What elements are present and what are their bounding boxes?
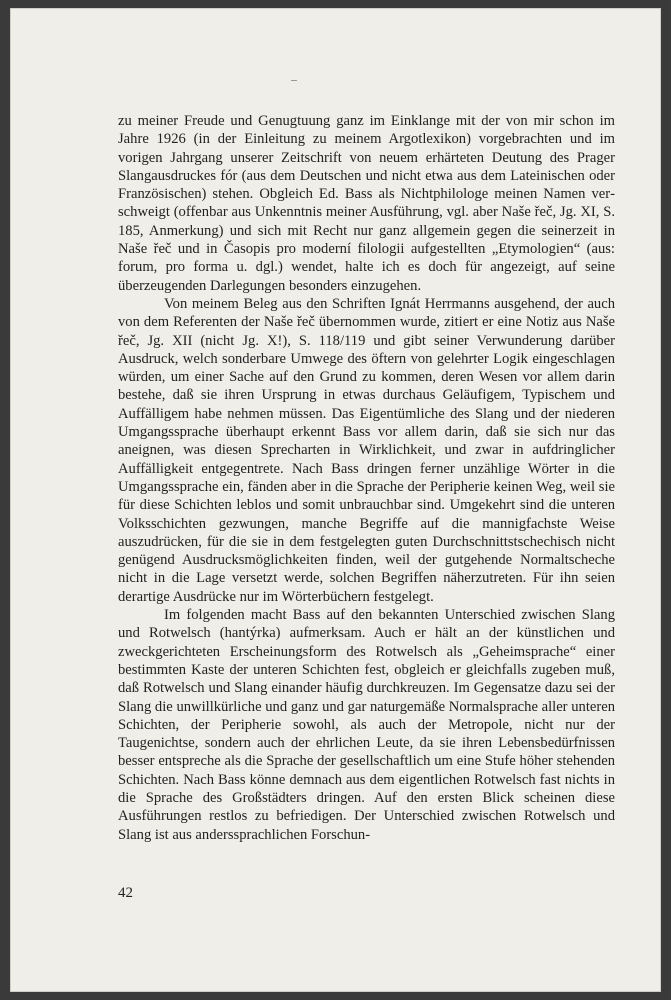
- body-text: [118, 112, 615, 844]
- book-page: [10, 8, 661, 992]
- paragraph-1: zu meiner Freude und Genugtuung ganz im Einklange mit der von mir schon im Jahre 1926 (in der Einleitung zu meinem Argotlexikon) vorgebrachten und im vorigen Jahrgang unserer Zeitschrift von neuem erhärteten Deutung des Prager Slangausdruckes fór (aus dem Deutschen und nicht etwa aus dem Lateinischen oder Französischen) stehen. Obgleich Ed. Bass als Nichtphilologe meinen Namen verschweigt (offenbar aus Unkenntnis meiner Ausführung, vgl. aber Naše řeč, Jg. XI, S. 185, Anmerkung) und sich mit Recht nur ganz allgemein gegen die seinerzeit in Naše řeč und in Časopis pro moderní filologii aufgestellten „Etymologien“ (aus: forum, pro forma u. dgl.) wendet, halte ich es doch für angezeigt, auf seine überzeugenden Darlegungen besonders einzugehen.: [118, 113, 615, 294]
- page-speck: [291, 80, 297, 81]
- paragraph-2: Von meinem Beleg aus den Schriften Ignát Herrmanns ausgehend, der auch von dem Referenten der Naše řeč übernommen wurde, zitiert er eine Notiz aus Naše řeč, Jg. XII (nicht Jg. X!), S. 118/119 und gibt seiner Verwunderung darüber Ausdruck, welch sonderbare Umwege des öftern von gelehrter Logik eingeschlagen würden, um einer Sache auf den Grund zu kommen, deren Wesen vor allem darin bestehe, daß sie ihren Ursprung in etwas durchaus Geläufigem, Typischem und Auffälligem habe nehmen müssen. Das Eigentümliche des Slang und der niederen Umgangssprache überhaupt erkennt Bass vor allem darin, daß sie sich nur das aneignen, was diesen Sprecharten in Wirklichkeit, und zwar in aufdringlicher Auffälligkeit entgegentrete. Nach Bass dringen ferner unzählige Wörter in die Umgangssprache ein, fänden aber in die Sprache der Peripherie keinen Weg, weil sie für diese Schichten leblos und somit unbrauchbar sind. Umgekehrt sind die unteren Volksschichten gezwungen, manche Begriffe auf die mannigfachste Weise auszudrücken, für die sie in dem festgelegten guten Durchschnittstschechisch nicht genügend Ausdrucksmöglichkeiten finden, weil der gutgehende Normaltscheche nicht in die Lage versetzt werde, solchen Begriffen näherzutreten. Für ihn seien derartige Ausdrücke nur im Wörterbüchern festgelegt.: [118, 295, 615, 605]
- paragraph-3: Im folgenden macht Bass auf den bekannten Unterschied zwischen Slang und Rotwelsch (hantýrka) aufmerksam. Auch er hält an der künstlichen und zweckgerichteten Erscheinungsform des Rotwelsch als „Geheimsprache“ einer bestimmten Kaste der unteren Schichten fest, obgleich er gleichfalls zugeben muß, daß Rotwelsch und Slang einander häufig durchkreuzen. Im Gegensatze dazu sei der Slang die unwillkürliche und ganz und gar naturgemäße Normalsprache aller unteren Schichten, der Peripherie sowohl, als auch der Metropole, nicht nur der Taugenichtse, sondern auch der ehrlichen Leute, da sie ihren Lebensbedürfnissen besser entspreche als die Sprache der gesellschaftlich um eine Stufe höher stehenden Schichten. Nach Bass könne demnach aus dem eigentlichen Rotwelsch fast nichts in die Sprache des Großstädters dringen. Auf den ersten Blick scheinen diese Ausführungen restlos zu befriedigen. Der Unterschied zwischen Rotwelsch und Slang ist aus anderssprachlichen Forschun-: [118, 607, 615, 843]
- page-number: 42: [118, 885, 133, 901]
